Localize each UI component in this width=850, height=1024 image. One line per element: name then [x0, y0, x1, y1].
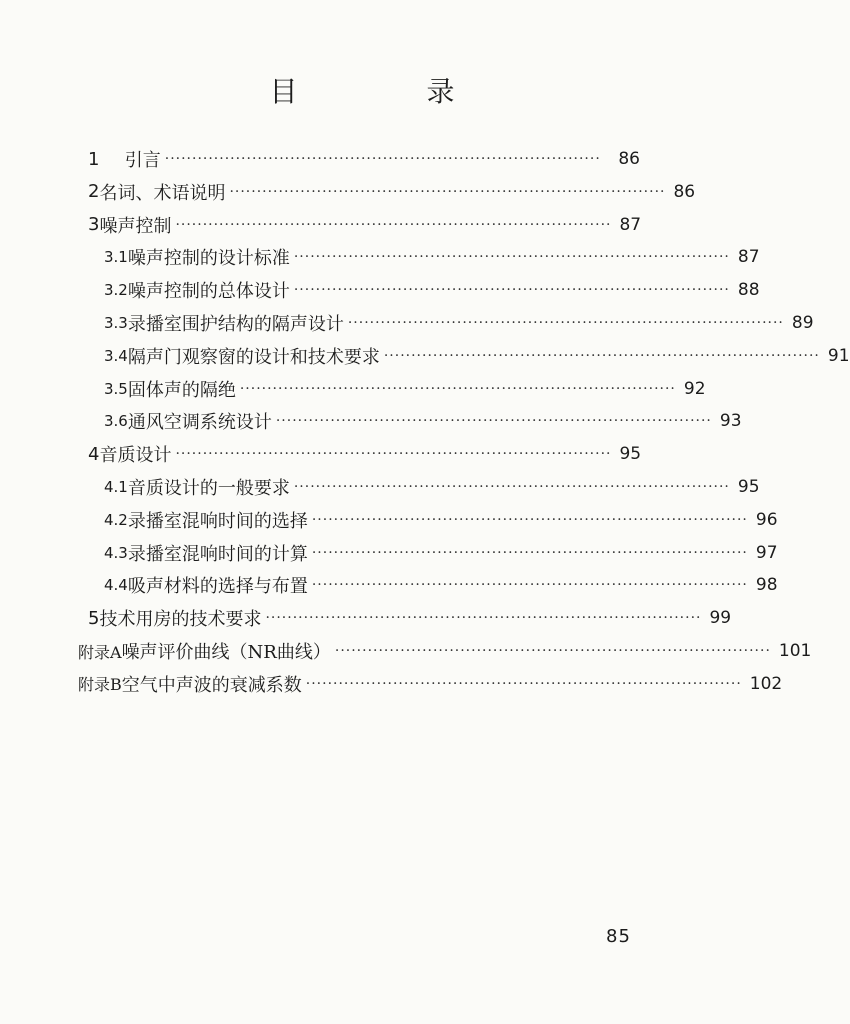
- toc-entry-number: 4.2: [104, 510, 128, 529]
- leader-dots: ················································································: [293, 479, 730, 495]
- toc-entry-number: 3.5: [104, 379, 128, 398]
- toc-entry-title: 噪声控制: [99, 215, 172, 237]
- toc-entry-number: 附录B: [78, 675, 122, 695]
- toc-entry-title: 录播室混响时间的计算: [127, 543, 308, 565]
- toc-entry-title: 噪声控制的设计标准: [127, 248, 290, 270]
- toc-entry: [104, 275, 760, 305]
- toc-entry-page: 99: [709, 608, 732, 629]
- toc-entry-number: 4: [88, 443, 100, 465]
- leader-dots: ················································································: [275, 413, 712, 430]
- toc-entry-number: 5: [88, 607, 100, 629]
- leader-dots: ················································································: [383, 347, 820, 364]
- toc-entry-number: 4.4: [104, 576, 128, 595]
- toc-entry-page: 97: [755, 542, 778, 563]
- leader-dots: ················································································: [164, 151, 601, 167]
- toc-entry-page: 96: [755, 509, 778, 530]
- toc-entry: [88, 177, 696, 207]
- toc-entry-page: 95: [737, 477, 760, 497]
- toc-entry-page: 102: [749, 673, 783, 694]
- toc-entry-number: 1: [88, 148, 100, 170]
- toc-entry-number: 3.4: [104, 346, 128, 365]
- toc-entry-title: 引言: [124, 150, 161, 171]
- leader-dots: ················································································: [229, 183, 666, 200]
- toc-entry-title: 音质设计: [99, 445, 172, 467]
- toc-entry-page: 88: [737, 280, 760, 301]
- toc-entry: [88, 144, 640, 174]
- toc-entry-title: 音质设计的一般要求: [127, 478, 290, 499]
- toc-entry: [78, 636, 812, 666]
- toc-entry-number: 3.2: [104, 281, 128, 300]
- toc-entry-number: 4.3: [104, 543, 128, 562]
- toc-entry-title: 空气中声波的衰减系数: [121, 674, 302, 696]
- toc-entry-number: 3: [88, 214, 100, 236]
- toc-entry-title: 录播室混响时间的选择: [127, 510, 308, 532]
- toc-entry-title: 录播室围护结构的隔声设计: [127, 314, 344, 335]
- leader-dots: ················································································: [265, 610, 702, 627]
- toc-entry-page: 93: [719, 411, 742, 432]
- toc-entry-title: 噪声控制的总体设计: [127, 281, 290, 303]
- toc-entry: [104, 308, 814, 338]
- page-number: 85: [606, 926, 631, 947]
- toc-entry-title: 吸声材料的选择与布置: [127, 576, 308, 598]
- toc-entry: [104, 505, 778, 535]
- toc-entry-number: 3.3: [104, 314, 128, 332]
- toc-entry-page: 92: [683, 378, 706, 399]
- toc-entry-page: 87: [619, 214, 642, 235]
- toc-entry-page: 89: [791, 313, 814, 333]
- toc-entry: [104, 472, 760, 502]
- toc-entry: [78, 669, 783, 699]
- leader-dots: ················································································: [175, 216, 612, 233]
- toc-entry: [88, 439, 640, 469]
- toc-entry-title: 技术用房的技术要求: [99, 609, 262, 631]
- toc-entry-page: 101: [778, 641, 812, 661]
- toc-entry-page: 86: [618, 149, 640, 169]
- leader-dots: ················································································: [311, 544, 748, 561]
- leader-dots: ················································································: [347, 315, 784, 331]
- leader-dots: ················································································: [293, 282, 730, 299]
- toc-entry-title: 隔声门观察窗的设计和技术要求: [127, 346, 380, 368]
- toc-entry-title: 噪声评价曲线（NR曲线）: [121, 642, 331, 663]
- toc-entry: [104, 341, 850, 371]
- toc-entry-number: 3.6: [104, 412, 128, 431]
- toc-entry: [104, 242, 760, 272]
- toc-entry-number: 4.1: [104, 478, 128, 496]
- toc-entry-title: 名词、术语说明: [99, 182, 226, 204]
- toc-entry-page: 86: [673, 181, 696, 202]
- leader-dots: ················································································: [293, 249, 730, 266]
- toc-entry: [104, 374, 706, 404]
- toc-entry: [88, 210, 640, 240]
- leader-dots: ················································································: [311, 511, 748, 528]
- toc-entry: [104, 406, 742, 436]
- leader-dots: ················································································: [239, 380, 676, 397]
- toc-entry: [104, 570, 778, 600]
- toc-entry-title: 固体声的隔绝: [127, 379, 236, 401]
- toc-entry: [88, 603, 732, 633]
- leader-dots: ················································································: [334, 643, 771, 659]
- leader-dots: ················································································: [311, 577, 748, 594]
- toc-entry-number: 附录A: [78, 642, 122, 662]
- toc-entry-page: 87: [737, 247, 760, 268]
- toc-entry-page: 98: [755, 575, 778, 596]
- toc-entry-number: 2: [88, 181, 100, 203]
- page-title: 目 录: [269, 75, 515, 108]
- leader-dots: ················································································: [175, 446, 612, 463]
- leader-dots: ················································································: [305, 675, 742, 692]
- toc-entry-number: 3.1: [104, 248, 128, 267]
- toc-entry-page: 91: [827, 345, 850, 366]
- toc-entry: [104, 538, 778, 568]
- toc-entry-page: 95: [619, 444, 642, 465]
- toc-entry-title: 通风空调系统设计: [127, 412, 272, 434]
